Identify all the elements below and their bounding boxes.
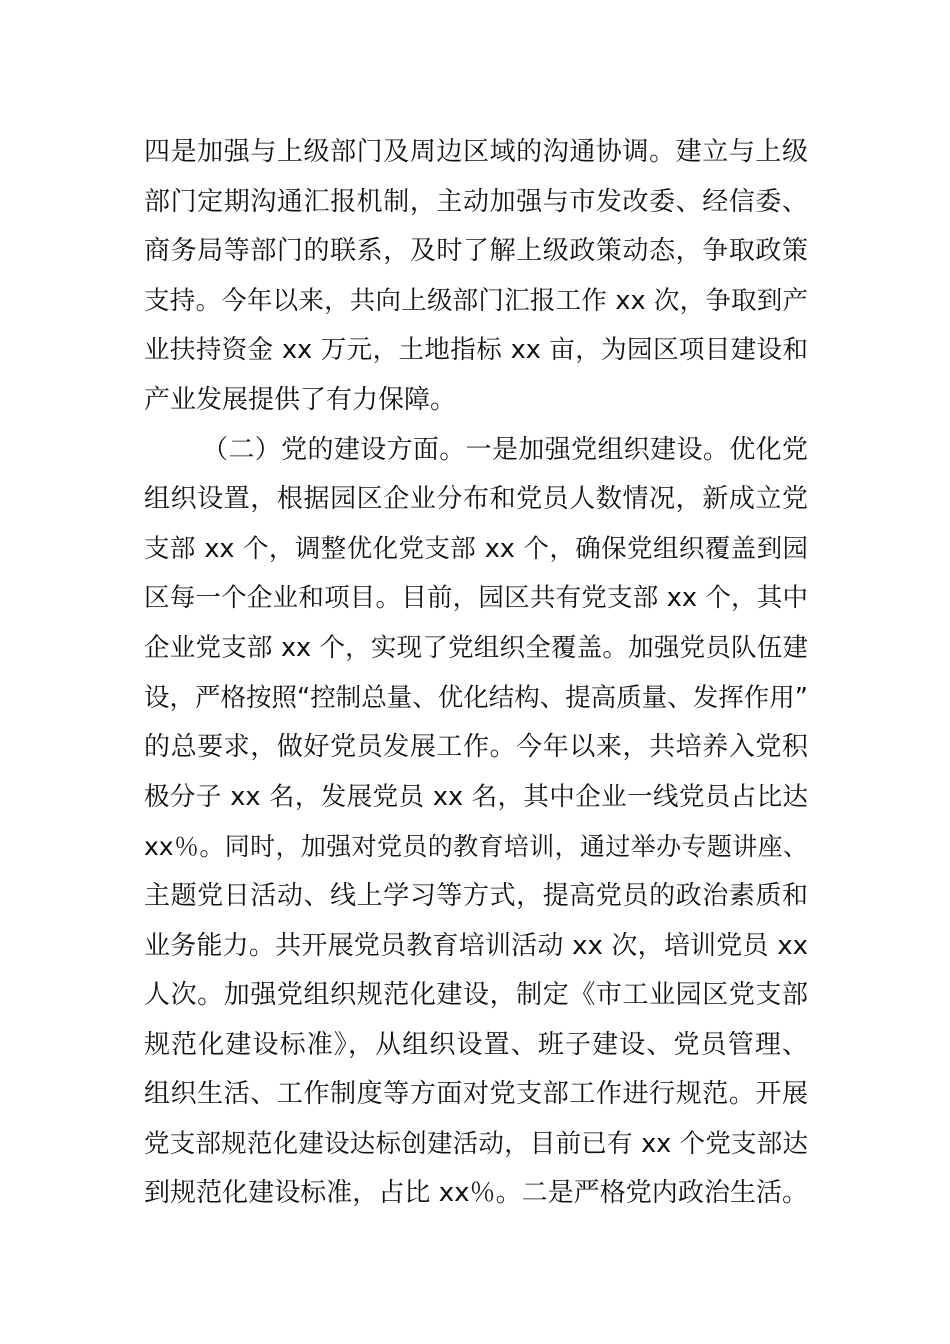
body-text — [144, 128, 808, 1219]
text-line: 支持。今年以来，共向上级部门汇报工作 xx 次，争取到产 — [144, 285, 808, 316]
text-line: 主题党日活动、线上学习等方式，提高党员的政治素质和 — [144, 880, 808, 911]
text-line: 部门定期沟通汇报机制，主动加强与市发改委、经信委、 — [144, 186, 808, 217]
text-line: 到规范化建设标准，占比 xx％。二是严格党内政治生活。 — [144, 1178, 808, 1209]
text-line: 四是加强与上级部门及周边区域的沟通协调。建立与上级 — [144, 137, 808, 167]
text-line: 党支部规范化建设达标创建活动，目前已有 xx 个党支部达 — [144, 1128, 808, 1159]
text-line: 极分子 xx 名，发展党员 xx 名，其中企业一线党员占比达 — [144, 781, 808, 812]
section-heading-line: （二）党的建设方面。一是加强党组织建设。优化党 — [202, 434, 808, 465]
text-line: 设，严格按照“控制总量、优化结构、提高质量、发挥作用” — [144, 682, 808, 713]
text-line: 规范化建设标准》，从组织设置、班子建设、党员管理、 — [144, 1029, 808, 1060]
text-line: 企业党支部 xx 个，实现了党组织全覆盖。加强党员队伍建 — [144, 632, 808, 663]
text-line: 人次。加强党组织规范化建设，制定《市工业园区党支部 — [144, 980, 808, 1011]
text-line: 区每一个企业和项目。目前，园区共有党支部 xx 个，其中 — [144, 583, 808, 614]
text-line: 组织生活、工作制度等方面对党支部工作进行规范。开展 — [144, 1079, 808, 1110]
text-line: 组织设置，根据园区企业分布和党员人数情况，新成立党 — [144, 484, 808, 515]
text-line: 商务局等部门的联系，及时了解上级政策动态，争取政策 — [144, 236, 808, 267]
text-line: 支部 xx 个，调整优化党支部 xx 个，确保党组织覆盖到园 — [144, 533, 808, 564]
text-line: 业扶持资金 xx 万元，土地指标 xx 亩，为园区项目建设和 — [144, 335, 808, 366]
text-line: 产业发展提供了有力保障。 — [144, 384, 457, 415]
text-line: 业务能力。共开展党员教育培训活动 xx 次，培训党员 xx — [144, 930, 808, 961]
text-line: 的总要求，做好党员发展工作。今年以来，共培养入党积 — [144, 732, 808, 763]
text-line: xx％。同时，加强对党员的教育培训，通过举办专题讲座、 — [144, 832, 808, 862]
